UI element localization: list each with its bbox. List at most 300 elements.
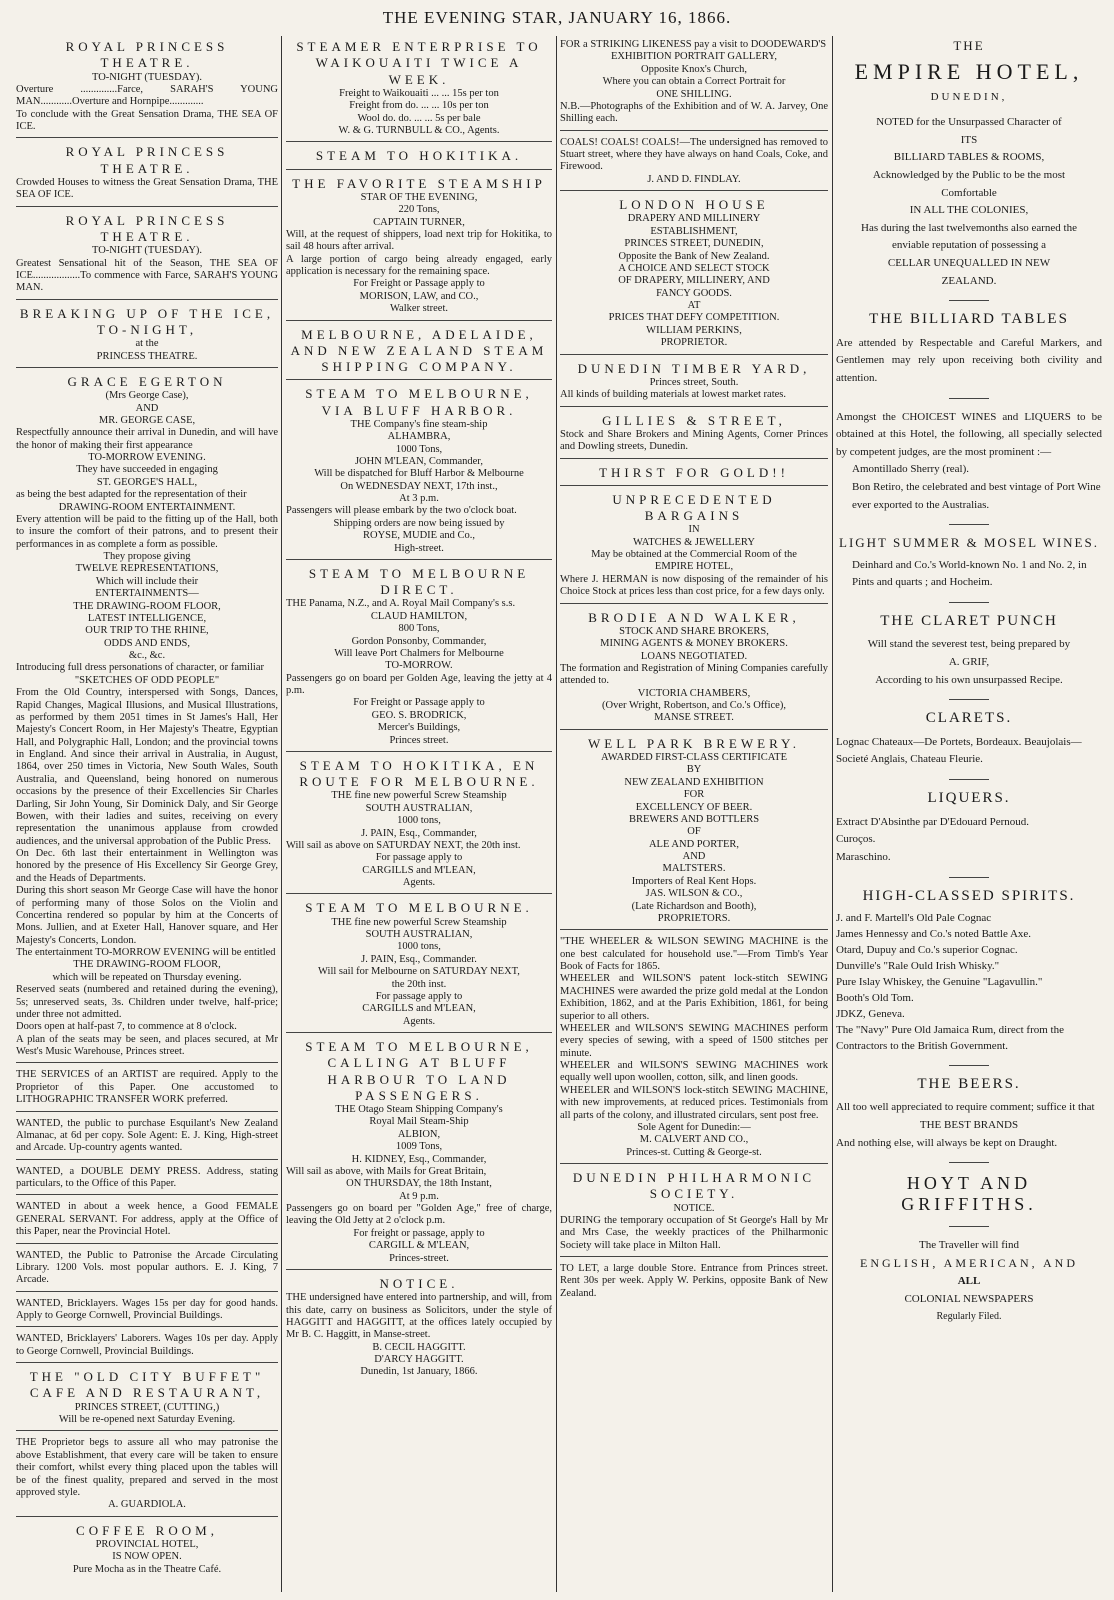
advertisement [286, 145, 552, 169]
ad-line: ALBION, [397, 1128, 441, 1140]
ad-heading: STEAM TO HOKITIKA. [315, 148, 523, 164]
ad-line: ODDS AND ENDS, [103, 637, 191, 649]
ad-line: DRAWING-ROOM ENTERTAINMENT. [58, 501, 236, 513]
ad-line: They have succeeded in engaging [76, 464, 218, 476]
ad-line: Where you can obtain a Correct Portrait for [602, 76, 786, 88]
ad-line: B. CECIL HAGGITT. [372, 1341, 466, 1353]
beers-brands: THE BEST BRANDS [919, 1118, 1019, 1131]
advertisement [286, 1273, 552, 1383]
ad-line: WANTED, the public to purchase Esquilant's New Zealand Almanac, at 6d per copy. Sole Agent: E. J. King, High-street and Arcade. Up-country agents wanted. [16, 1117, 278, 1154]
ad-line: TO-MORROW EVENING. [88, 452, 206, 463]
ad-line: THE Company's fine steam-ship [350, 418, 488, 430]
ad-line: 1000 tons, [397, 815, 441, 827]
ad-line: Dunedin, 1st January, 1866. [360, 1366, 478, 1378]
advertisement [286, 755, 552, 895]
ad-line: Freight from do. ... ... 10s per ton [349, 100, 489, 112]
papers-line-1: ENGLISH, AMERICAN, AND [859, 1256, 1078, 1271]
ad-line: Freight to Waikouaiti ... ... 15s per ton [339, 87, 499, 99]
ad-line: Will leave Port Chalmers for Melbourne [334, 647, 504, 659]
ad-line: For Freight or Passage apply to [353, 697, 485, 709]
liquers-list [836, 814, 1102, 867]
list-item: J. and F. Martell's Old Pale Cognac [836, 912, 992, 925]
ad-line: J. PAIN, Esq., Commander. [361, 953, 477, 965]
advertisement [286, 36, 552, 142]
punch-text: Will stand the severest test, being prepared by [867, 638, 1071, 651]
ad-heading: ROYAL PRINCESS THEATRE. [65, 39, 229, 71]
ad-line: PROPRIETOR. [660, 337, 728, 349]
wines-text: Amongst the CHOICEST WINES and LIQUERS to be obtained at this Hotel, the following, all specially selected by competent judges, are the most prominent :— [836, 410, 1102, 458]
ad-line: Walker street. [389, 303, 449, 315]
ad-line: MR. GEORGE CASE, [98, 414, 196, 426]
ad-line: Overture ..............Farce, SARAH'S YOUNG MAN............Overture and Hornpipe............. [16, 83, 278, 108]
column-rule [556, 36, 557, 1592]
wines-list [836, 461, 1102, 514]
ad-line: Opposite Knox's Church, [640, 63, 747, 75]
ad-line: Royal Mail Steam-Ship [369, 1116, 469, 1128]
list-item: Pure Islay Whiskey, the Genuine "Lagavullin." [836, 975, 1043, 988]
ad-line: TO LET, a large double Store. Entrance from Princes street. Rent 30s per week. Apply W. Perkins, opposite Bank of New Zealand. [560, 1263, 828, 1299]
column-2 [286, 36, 552, 1596]
ad-heading: STEAM TO MELBOURNE DIRECT. [308, 565, 530, 598]
ad-line: 220 Tons, [398, 204, 440, 216]
light-wines-text: Deinhard and Co.'s World-known No. 1 and No. 2, in Pints and quarts ; and Hocheim. [852, 558, 1087, 589]
ad-line: They propose giving [103, 551, 191, 562]
list-item: Extract D'Absinthe par D'Edouard Pernoud. [836, 815, 1030, 828]
ad-line: The entertainment TO-MORROW EVENING will be entitled [16, 947, 276, 958]
hotel-title: EMPIRE HOTEL, [854, 59, 1084, 85]
ad-heading: ROYAL PRINCESS THEATRE. [65, 212, 229, 244]
ad-line: (Over Wright, Robertson, and Co.'s Office), [602, 700, 786, 711]
ad-heading: BRODIE AND WALKER, [588, 609, 800, 625]
ad-line: THE fine new powerful Screw Steamship [331, 916, 507, 928]
ad-line: Reserved seats (numbered and retained during the evening), 5s; unreserved seats, 3s. Children under twelve, half-price; under three not admitted. [16, 984, 278, 1020]
ad-line: On Dec. 6th last their entertainment in Wellington was honored by the presence of His Excellency Sir George Grey, and the Heads of Departments. [16, 848, 278, 884]
advertisement [16, 141, 278, 206]
column-rule [281, 36, 282, 1592]
ad-heading: NOTICE. [379, 1275, 459, 1291]
ad-line: MINING AGENTS & MONEY BROKERS. [600, 638, 788, 650]
ad-line: Wool do. do. ... ... 5s per bale [357, 112, 481, 124]
advertisement [286, 173, 552, 321]
ad-line: Stock and Share Brokers and Mining Agents, Corner Princes and Dowling streets, Dunedin. [560, 428, 828, 453]
ad-line: M. CALVERT AND CO., [639, 1134, 749, 1146]
ad-line: TO-NIGHT (TUESDAY). [91, 245, 203, 257]
advertisement [286, 1036, 552, 1270]
light-wines-heading: LIGHT SUMMER & MOSEL WINES. [839, 535, 1099, 551]
ad-heading: WELL PARK BREWERY. [587, 735, 800, 751]
beers-text-2: And nothing else, will always be kept on Draught. [836, 1136, 1058, 1149]
ad-line: Will sail as above on SATURDAY NEXT, the 20th inst. [286, 839, 521, 851]
ad-line: Gordon Ponsonby, Commander, [351, 635, 487, 647]
ad-line: "SKETCHES OF ODD PEOPLE" [74, 674, 220, 686]
ad-line: at the [135, 338, 159, 350]
ad-line: ALE AND PORTER, [648, 838, 740, 850]
ad-line: OF DRAPERY, MILLINERY, AND [618, 275, 770, 287]
ad-line: CAPTAIN TURNER, [373, 216, 465, 228]
advertisement [16, 1247, 278, 1292]
ad-line: WILLIAM PERKINS, [646, 324, 742, 336]
masthead: THE EVENING STAR, JANUARY 16, 1866. [382, 8, 732, 27]
ad-heading: MELBOURNE, ADELAIDE, AND NEW ZEALAND STEAM SHIPPING COMPANY. [290, 326, 548, 374]
ad-line: For Freight or Passage apply to [353, 278, 485, 290]
ad-line: Respectfully announce their arrival in Dunedin, and will have the honor of making their first appearance [16, 427, 278, 451]
ad-line: PRINCES STREET, DUNEDIN, [624, 238, 764, 250]
advertisement [560, 607, 828, 730]
beers-heading: THE BEERS. [917, 1075, 1021, 1092]
punch-heading: THE CLARET PUNCH [880, 612, 1058, 629]
ad-line: A large portion of cargo being already engaged, early application is necessary for the remaining space. [286, 253, 552, 277]
ad-line: Will sail as above, with Mails for Great Britain, [286, 1165, 487, 1177]
ad-heading: BREAKING UP OF THE ICE, TO-NIGHT, [19, 305, 275, 337]
advertisement [16, 1434, 278, 1516]
advertisement [16, 1198, 278, 1243]
ad-line: THE DRAWING-ROOM FLOOR, [73, 959, 221, 971]
advertisement [560, 194, 828, 354]
ad-line: A CHOICE AND SELECT STOCK [618, 262, 770, 274]
ad-line: WHEELER and WILSON'S patent lock-stitch SEWING MACHINES were awarded the prize gold medal at the London Exhibition, 1862, and at the Paris Exhibition, 1861, for being superior to all others. [560, 973, 828, 1022]
ad-line: Princes street. [389, 734, 449, 746]
clarets-heading: CLARETS. [925, 710, 1013, 727]
ad-line: MORISON, LAW, and CO., [359, 290, 479, 302]
ad-line: H. KIDNEY, Esq., Commander, [351, 1153, 487, 1165]
ad-line: WHEELER and WILSON'S SEWING MACHINES perform every species of sewing, with a speed of 1500 stitches per minute. [560, 1022, 828, 1059]
ad-line: PRINCESS THEATRE. [96, 350, 198, 362]
hotel-city: DUNEDIN, [930, 91, 1008, 104]
ad-line: IS NOW OPEN. [112, 1551, 182, 1563]
advertisement [286, 383, 552, 560]
ad-line: AND [682, 851, 706, 862]
ad-line: WHEELER and WILSON'S SEWING MACHINES work equally well upon woollen, cotton, silk, and linen goods. [560, 1060, 828, 1084]
ad-line: ON THURSDAY, the 18th Instant, [346, 1178, 492, 1190]
ad-line: Crowded Houses to witness the Great Sensation Drama, THE SEA OF ICE. [16, 176, 278, 201]
ad-line: Opposite the Bank of New Zealand. [618, 250, 770, 262]
ad-line: At 3 p.m. [399, 493, 439, 504]
ad-line: IN [688, 524, 700, 536]
ad-line: NOTICE. [673, 1202, 715, 1214]
ad-line: as being the best adapted for the representation of their [16, 489, 247, 501]
ad-line: CARGILLS and M'LEAN, [362, 864, 476, 876]
advertisement [560, 134, 828, 192]
ad-line: Doors open at half-past 7, to commence at 8 o'clock. [16, 1021, 237, 1033]
ad-line: (Mrs George Case), [105, 390, 189, 402]
ad-line: AWARDED FIRST-CLASS CERTIFICATE [601, 752, 787, 763]
advertisement [16, 1295, 278, 1328]
list-item: Bon Retiro, the celebrated and best vintage of Port Wine ever exported to the Australias. [852, 481, 1101, 511]
ad-line: 1009 Tons, [395, 1141, 443, 1153]
ad-line: PRICES THAT DEFY COMPETITION. [608, 312, 780, 324]
ad-line: THE fine new powerful Screw Steamship [331, 790, 507, 802]
ad-line: THE DRAWING-ROOM FLOOR, [73, 600, 221, 612]
ad-line: LATEST INTELLIGENCE, [87, 612, 207, 624]
ad-line: AND [135, 402, 159, 414]
advertisement [16, 1520, 278, 1580]
ad-line: WHEELER and WILSON'S lock-stitch SEWING MACHINE, with new improvements, at reduced prices. Testimonials from all parts of the colony, and illustrated circulars, sent post free. [560, 1084, 828, 1121]
ad-line: D'ARCY HAGGITT. [374, 1354, 464, 1365]
advertisement [560, 462, 828, 486]
ad-heading: ROYAL PRINCESS THEATRE. [65, 144, 229, 176]
ad-line: Sole Agent for Dunedin:— [637, 1121, 751, 1133]
ad-heading: THE "OLD CITY BUFFET" CAFE AND RESTAURANT, [29, 1369, 265, 1401]
advertisement [560, 489, 828, 604]
ad-line: Every attention will be paid to the fitting up of the Hall, both to insure the comfort of their patrons, and to present their performances in as complete a form as possible. [16, 513, 278, 550]
ad-line: EMPIRE HOTEL, [654, 561, 734, 573]
ad-line: A plan of the seats may be seen, and places secured, at Mr West's Music Warehouse, Princes street. [16, 1033, 278, 1057]
ad-line: FANCY GOODS. [656, 287, 732, 299]
advertisement [16, 36, 278, 138]
ad-line: WANTED, Bricklayers' Laborers. Wages 10s per day. Apply to George Cornwell, Provincial Buildings. [16, 1333, 278, 1357]
advertisement [16, 1066, 278, 1111]
ad-line: THE Otago Steam Shipping Company's [335, 1104, 503, 1115]
ad-line: WATCHES & JEWELLERY [633, 536, 755, 548]
ad-line: All kinds of building materials at lowest market rates. [560, 389, 786, 401]
column-3 [560, 36, 828, 1596]
ad-line: High-street. [394, 542, 444, 554]
billiard-text: Are attended by Respectable and Careful Markers, and Gentlemen may rely upon receiving both civility and attention. [836, 336, 1102, 385]
advertisement [286, 897, 552, 1033]
ad-heading: UNPRECEDENTED BARGAINS [612, 491, 776, 523]
hotel-the: THE [953, 38, 985, 53]
ad-line: Will, at the request of shippers, load next trip for Hokitika, to sail 48 hours after arrival. [286, 228, 552, 253]
ad-line: PRINCES STREET, (CUTTING,) [74, 1401, 220, 1413]
ad-line: TO-NIGHT (TUESDAY). [91, 71, 203, 83]
column-4-empire-hotel [836, 36, 1102, 1596]
ad-heading: GILLIES & STREET, [602, 412, 786, 428]
advertisement [16, 1366, 278, 1431]
ad-line: From the Old Country, interspersed with Songs, Dances, Rapid Changes, Magical Illusions, and Musical Illustrations, as performed by them 2051 times in St James's Hall, Her Majesty's Concert Room, in Her Majesty's Theatre, Egyptian Hall, and Polygraphic Hall, London; and the provincial towns in England. And since their arrival in Australia, in August, 1864, over 250 times in Victoria, New South Wales, South Australia, and Queensland, being honored on numerous occasions by the presence of their Excellencies Sir Charles Darling, Sir John Young, Sir Dominick Daly, and Sir George Bowen, with their ladies and suites, receiving on every representation the unanimous applause from crowded audiences, and the universal approbation of the Public Press. [16, 687, 278, 847]
spirits-list [836, 911, 1102, 1054]
ad-heading: DUNEDIN PHILHARMONIC SOCIETY. [572, 1170, 816, 1202]
ad-line: MANSE STREET. [654, 712, 734, 724]
ad-line: Passengers will please embark by the two o'clock boat. [286, 505, 517, 517]
ad-line: At 9 p.m. [399, 1190, 439, 1202]
hoyt-griffiths: HOYT AND GRIFFITHS. [901, 1173, 1037, 1215]
list-item: enviable reputation of possessing a [892, 239, 1046, 252]
ad-heading: THIRST FOR GOLD!! [599, 464, 789, 480]
advertisement [286, 563, 552, 752]
ad-line: Passengers go on board per "Golden Age," free of charge, leaving the Old Jetty at 2 o'clock p.m. [286, 1203, 552, 1227]
ad-line: The formation and Registration of Mining Companies carefully attended to. [560, 662, 828, 687]
ad-line: CARGILL & M'LEAN, [368, 1240, 470, 1252]
liquers-heading: LIQUERS. [927, 790, 1011, 807]
clarets-text: Lognac Chateaux—De Portets, Bordeaux. Beaujolais—Societé Anglais, Chateau Fleurie. [836, 735, 1082, 766]
ad-line: JAS. WILSON & CO., [645, 888, 743, 900]
ad-line: For freight or passage, apply to [353, 1227, 485, 1239]
ad-line: Princes street, South. [649, 376, 739, 388]
list-item: Curoços. [836, 833, 876, 846]
ad-line: 1000 tons, [397, 941, 441, 953]
ad-line: TWELVE REPRESENTATIONS, [75, 563, 219, 575]
ad-line: PROVINCIAL HOTEL, [95, 1538, 199, 1550]
ad-line: Where J. HERMAN is now disposing of the remainder of his Choice Stock at prices less than cost price, for a few days only. [560, 573, 828, 598]
ad-line: WANTED, Bricklayers. Wages 15s per day for good hands. Apply to George Cornwell, Provincial Buildings. [16, 1297, 278, 1321]
list-item: Booth's Old Tom. [836, 991, 914, 1004]
ad-line: Greatest Sensational hit of the Season, THE SEA OF ICE..................To commence with Farce, SARAH'S YOUNG MAN. [16, 257, 278, 294]
ad-line: Mercer's Buildings, [377, 722, 461, 734]
billiard-heading: THE BILLIARD TABLES [869, 311, 1069, 328]
ad-line: Princes-st. Cutting & George-st. [626, 1146, 762, 1158]
beers-text: All too well appreciated to require comment; suffice it that [836, 1101, 1095, 1114]
ad-line: Pure Mocha as in the Theatre Café. [72, 1563, 222, 1575]
column-1 [16, 36, 278, 1596]
ad-line: Shipping orders are now being issued by [333, 517, 505, 529]
ad-line: Princes-street. [389, 1252, 449, 1264]
advertisement [286, 324, 552, 381]
ad-line: DRAPERY AND MILLINERY [627, 213, 761, 225]
papers-line-3: COLONIAL NEWSPAPERS [904, 1292, 1034, 1305]
ad-line: Will sail for Melbourne on SATURDAY NEXT, [318, 966, 520, 978]
ad-line: BY [686, 764, 702, 776]
ad-heading: STEAMER ENTERPRISE TO WAIKOUAITI TWICE A WEEK. [296, 39, 542, 87]
advertisement [16, 1330, 278, 1363]
list-item: James Hennessy and Co.'s noted Battle Axe. [836, 928, 1032, 941]
advertisement [560, 733, 828, 931]
ad-line: PROPRIETORS. [657, 912, 731, 924]
advertisement [16, 1115, 278, 1160]
column-rule [832, 36, 833, 1592]
advertisement [16, 371, 278, 1064]
ad-line: DURING the temporary occupation of St George's Hall by Mr and Mrs Case, the weekly practices of the Philharmonic Society will take place in Milton Hall. [560, 1214, 828, 1251]
advertisement [560, 358, 828, 407]
ad-line: FOR [683, 789, 705, 801]
ad-line: JOHN M'LEAN, Commander, [354, 455, 484, 467]
ad-line: GEO. S. BRODRICK, [371, 709, 467, 721]
ad-line: ROYSE, MUDIE and Co., [363, 530, 475, 542]
advertisement [560, 1260, 828, 1304]
ad-line: ENTERTAINMENTS— [95, 588, 199, 600]
ad-heading: COFFEE ROOM, [76, 1522, 218, 1538]
list-item: Comfortable [941, 186, 997, 199]
ad-line: For passage apply to [375, 990, 463, 1002]
ad-line: Introducing full dress personations of character, or familiar [16, 662, 264, 674]
ad-line: During this short season Mr George Case will have the honor of performing many of those Solos on the Violin and Concertina rendered so popular by him at the Concerts of Mons. Jullien, and at Exeter Hall, Hanover square, and Her Majesty's Concerts, London. [16, 885, 278, 946]
ad-line: LOANS NEGOTIATED. [640, 650, 748, 662]
list-item: IN ALL THE COLONIES, [909, 204, 1029, 217]
list-item: Amontillado Sherry (real). [852, 463, 969, 476]
list-item: JDKZ, Geneva. [836, 1007, 905, 1020]
papers-line-2: ALL [957, 1275, 981, 1288]
ad-line: On WEDNESDAY NEXT, 17th inst., [340, 480, 498, 492]
ad-line: THE Proprietor begs to assure all who may patronise the above Establishment, that every care will be taken to ensure their comfort, whilst every thing placed upon the tables will be of the finest quality, prepared and served in the most approved style. [16, 1437, 278, 1498]
list-item: ITS [960, 133, 978, 146]
ad-heading: GRACE EGERTON [67, 373, 227, 389]
ad-line: SOUTH AUSTRALIAN, [365, 802, 473, 814]
punch-text-2: According to his own unsurpassed Recipe. [875, 673, 1063, 686]
ad-line: THE Panama, N.Z., and A. Royal Mail Company's s.s. [286, 598, 516, 610]
ad-line: OUR TRIP TO THE RHINE, [85, 625, 209, 637]
ad-line: ALHAMBRA, [387, 431, 451, 443]
papers-filed: Regularly Filed. [936, 1310, 1002, 1322]
advertisement [16, 1163, 278, 1196]
ad-line: To conclude with the Great Sensation Drama, THE SEA OF ICE. [16, 108, 278, 132]
ad-line: FOR a STRIKING LIKENESS pay a visit to DOODEWARD'S [560, 39, 827, 50]
ad-line: WANTED, the Public to Patronise the Arcade Circulating Library. 1200 Vols. most popular authors. E. J. King, 7 Arcade. [16, 1249, 278, 1286]
ad-line: Importers of Real Kent Hops. [631, 875, 757, 887]
ad-line: TO-MORROW. [385, 660, 453, 672]
ad-line: BREWERS AND BOTTLERS [628, 813, 760, 825]
ad-line: WANTED in about a week hence, a Good FEMALE GENERAL SERVANT. For address, apply at the Office of this Paper, near the Provincial Hotel. [16, 1201, 278, 1238]
ad-line: N.B.—Photographs of the Exhibition and of W. A. Jarvey, One Shilling each. [560, 100, 828, 125]
ad-line: (Late Richardson and Booth), [631, 900, 757, 912]
ad-heading: THE FAVORITE STEAMSHIP [292, 175, 546, 191]
ad-heading: DUNEDIN TIMBER YARD, [577, 360, 811, 376]
ad-line: EXCELLENCY OF BEER. [635, 801, 753, 813]
ad-line: 800 Tons, [398, 623, 440, 635]
advertisement [560, 933, 828, 1164]
ad-line: Will be re-opened next Saturday Evening. [58, 1414, 236, 1425]
ad-line: COALS! COALS! COALS!—The undersigned has removed to Stuart street, where they have always on hand Coals, Coke, and Firewood. [560, 136, 828, 173]
ad-line: J. AND D. FINDLAY. [647, 173, 741, 185]
advertisement [16, 303, 278, 368]
ad-line: W. & G. TURNBULL & CO., Agents. [338, 124, 500, 136]
ad-line: STAR OF THE EVENING, [360, 191, 478, 203]
ad-line: CLAUD HAMILTON, [370, 610, 468, 622]
ad-line: Agents. [402, 877, 436, 888]
ad-line: THE undersigned have entered into partnership, and will, from this date, carry on business as Solicitors, under the style of HAGGITT and HAGGITT, at the offices lately occupied by Mr B. C. Haggitt, in Manse-street. [286, 1292, 552, 1341]
ad-line: Passengers go on board per Golden Age, leaving the jetty at 4 p.m. [286, 672, 552, 696]
hotel-intro [836, 114, 1102, 290]
ad-line: 1000 Tons, [395, 443, 443, 455]
ad-line: A. GUARDIOLA. [108, 1499, 186, 1511]
ad-line: Which will include their [95, 575, 199, 587]
list-item: NOTED for the Unsurpassed Character of [876, 116, 1062, 129]
ad-line: the 20th inst. [391, 978, 447, 990]
ad-line: Agents. [402, 1015, 436, 1027]
advertisement [16, 210, 278, 300]
ad-line: THE SERVICES of an ARTIST are required. Apply to the Proprietor of this Paper. One accustomed to LITHOGRAPHIC TRANSFER WORK preferred. [16, 1069, 278, 1106]
ad-heading: STEAM TO HOKITIKA, EN ROUTE FOR MELBOURNE. [299, 757, 539, 790]
advertisement [560, 36, 828, 131]
list-item: ZEALAND. [941, 274, 997, 287]
ad-line: J. PAIN, Esq., Commander, [361, 827, 477, 839]
ad-line: Will be dispatched for Bluff Harbor & Melbourne [314, 468, 524, 480]
ad-line: ONE SHILLING. [656, 88, 732, 100]
list-item: CELLAR UNEQUALLED IN NEW [887, 257, 1051, 269]
spirits-heading: HIGH-CLASSED SPIRITS. [862, 887, 1076, 904]
ad-line: NEW ZEALAND EXHIBITION [624, 776, 764, 788]
list-item: Otard, Dupuy and Co.'s superior Cognac. [836, 944, 1018, 957]
list-item: Dunville's "Rale Ould Irish Whisky." [836, 960, 1000, 973]
list-item: Maraschino. [836, 850, 891, 863]
ad-line: SOUTH AUSTRALIAN, [365, 929, 473, 940]
punch-name: A. GRIF, [948, 656, 990, 669]
ad-line: WANTED, a DOUBLE DEMY PRESS. Address, stating particulars, to the Office of this Paper. [16, 1165, 278, 1189]
list-item: Acknowledged by the Public to be the most [872, 169, 1066, 182]
list-item: BILLIARD TABLES & ROOMS, [893, 151, 1045, 164]
ad-line: ST. GEORGE'S HALL, [96, 476, 198, 488]
ad-line: MALTSTERS. [662, 863, 726, 875]
ad-line: STOCK AND SHARE BROKERS, [619, 625, 769, 637]
advertisement [560, 410, 828, 459]
ad-line: For passage apply to [375, 852, 463, 864]
ad-line: which will be repeated on Thursday evening. [52, 971, 242, 983]
list-item: The "Navy" Pure Old Jamaica Rum, direct from the Contractors to the British Government. [836, 1023, 1064, 1052]
ad-heading: STEAM TO MELBOURNE, VIA BLUFF HARBOR. [305, 386, 533, 418]
ad-heading: STEAM TO MELBOURNE, CALLING AT BLUFF HARBOUR TO LAND PASSENGERS. [305, 1039, 533, 1103]
advertisement [560, 1167, 828, 1257]
ad-line: &c., &c. [128, 650, 166, 661]
ad-line: AT [687, 300, 701, 311]
ad-line: OF [687, 826, 701, 838]
list-item: Has during the last twelvemonths also earned the [861, 221, 1077, 234]
ad-line: EXHIBITION PORTRAIT GALLERY, [610, 51, 778, 63]
ad-line: VICTORIA CHAMBERS, [637, 687, 751, 699]
ad-line: May be obtained at the Commercial Room of the [591, 549, 797, 560]
ad-heading: STEAM TO MELBOURNE. [305, 900, 533, 916]
traveller-text: The Traveller will find [919, 1238, 1019, 1251]
ad-line: ESTABLISHMENT, [650, 225, 738, 237]
ad-line: CARGILLS and M'LEAN, [362, 1003, 476, 1015]
ad-heading: LONDON HOUSE [619, 197, 769, 213]
